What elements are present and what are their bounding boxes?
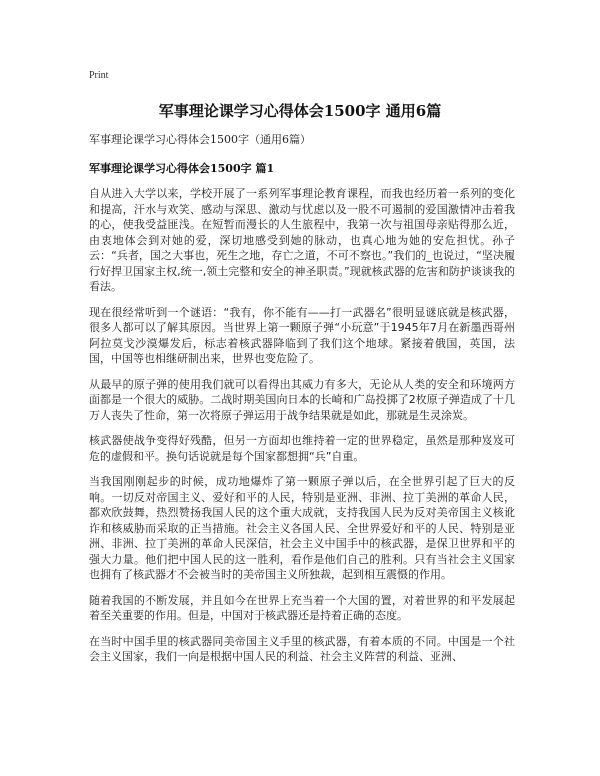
section-heading: 军事理论课学习心得体会1500字 篇1 [89, 162, 275, 175]
paragraph: 在当时中国手里的核武器同美帝国主义手里的核武器，有着本质的不同。中国是一个社会主义国家，我们一向是根据中国人民的利益、社会主义阵营的利益、亚洲、 [89, 634, 515, 663]
print-label: Print [89, 70, 109, 81]
paragraph: 自从进入大学以来，学校开展了一系列军事理论教育课程，而我也经历着一系列的变化和提高，汗水与欢笑、感动与深思、激动与忧虑以及一股不可遏制的爱国激情冲击着我的心，使我受益匪浅。在短暂而漫长的人生旅程中，我第一次与祖国母亲贴得那么近，由衷地体会到对她的爱，深切地感受到她的脉动，也真心地为她的安危担忧。孙子云：“兵者，国之大事也，死生之地，存亡之道，不可不察也。”我们的_也说过，“坚决履行好捍卫国家主权,统一,领土完整和安全的神圣职责。”现就核武器的危害和防护谈谈我的看法。 [89, 187, 515, 293]
paragraph: 现在很经常听到一个谜语：“我有，你不能有——打一武器名”很明显谜底就是核武器，很多人都可以了解其原因。当世界上第一颗原子弹“小玩意”于1945年7月在新墨西哥州阿拉莫戈沙漠爆发后，标志着核武器降临到了我们这个地球。紧接着俄国，英国，法国，中国等也相继研制出来，世界也变危险了。 [89, 305, 515, 365]
paragraph: 随着我国的不断发展，并且如今在世界上充当着一个大国的置，对着世界的和平发展起着至关重要的作用。但是，中国对于核武器还是持着正确的态度。 [89, 593, 515, 622]
document-title: 军事理论课学习心得体会1500字 通用6篇 [158, 102, 442, 120]
body-text [89, 186, 515, 675]
document-subtitle: 军事理论课学习心得体会1500字（通用6篇） [89, 133, 311, 146]
paragraph: 当我国刚刚起步的时候，成功地爆炸了第一颗原子弹以后，在全世界引起了巨大的反响。一切反对帝国主义、爱好和平的人民，特别是亚洲、非洲、拉丁美洲的革命人民，都欢欣鼓舞，热烈赞扬我国人民的这个重大成就，支持我国人民为反对美帝国主义核讹诈和核威胁而采取的正当措施。社会主义各国人民、全世界爱好和平的人民、特别是亚洲、非洲、拉丁美洲的革命人民深信，社会主义中国手中的核武器，是保卫世界和平的强大力量。他们把中国人民的这一胜利，看作是他们自己的胜利。只有当社会主义国家也拥有了核武器才不会被当时的美帝国主义所独裁，起到相互震慑的作用。 [89, 475, 515, 581]
paragraph: 从最早的原子弹的使用我们就可以看得出其威力有多大，无论从人类的安全和环境两方面都是一个很大的威胁。二战时期美国向日本的长崎和广岛投掷了2枚原子弹造成了十几万人丧失了性命，第一次将原子弹运用于战争结果就是如此，那就是生灵涂炭。 [89, 377, 515, 422]
paragraph: 核武器使战争变得好残酷，但另一方面却也维持着一定的世界稳定，虽然是那种岌岌可危的虚假和平。换句话说就是每个国家都想拥“兵”自重。 [89, 434, 515, 463]
